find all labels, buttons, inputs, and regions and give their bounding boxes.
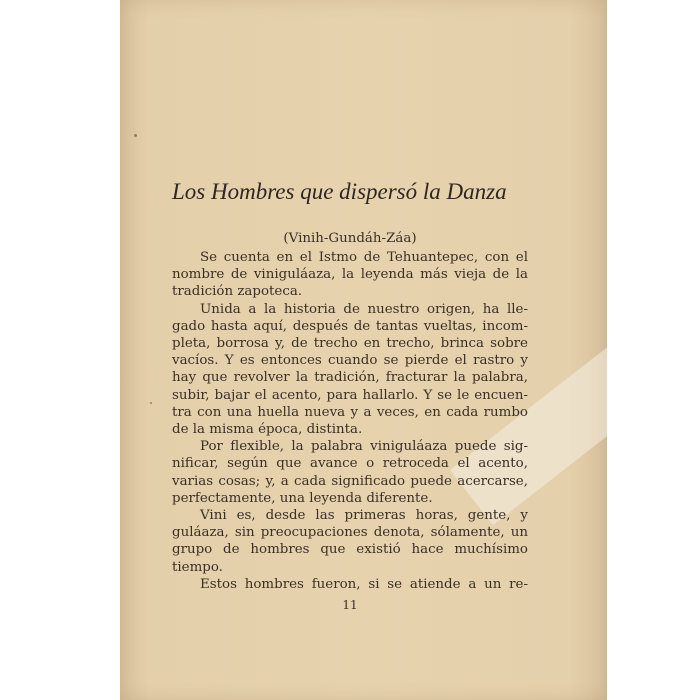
body-text (172, 249, 528, 593)
text-line: guláaza, sin preocupaciones denota, sólamente, un (172, 525, 528, 541)
text-line: Estos hombres fueron, si se atiende a un re- (200, 576, 528, 592)
text-line: de la misma época, distinta. (172, 422, 363, 438)
text-line: nombre de viniguláaza, la leyenda más vieja de la (172, 267, 528, 283)
text-line: subir, bajar el acento, para hallarlo. Y se le encuen- (172, 387, 528, 403)
chapter-title: Los Hombres que dispersó la Danza (172, 179, 507, 204)
text-line: tra con una huella nueva y a veces, en cada rumbo (172, 404, 528, 420)
text-line: perfectamente, una leyenda diferente. (172, 490, 433, 506)
text-line: grupo de hombres que existió hace muchísimo (172, 542, 528, 558)
text-line: varias cosas; y, a cada significado puede acercarse, (172, 473, 528, 489)
text-line: Se cuenta en el Istmo de Tehuantepec, con el (200, 250, 528, 265)
page-number: 11 (342, 598, 358, 612)
text-line: tiempo. (172, 559, 223, 575)
book-page (120, 0, 607, 700)
text-line: nificar, según que avance o retroceda el acento, (172, 456, 528, 472)
text-line: hay que revolver la tradición, fracturar la palabra, (172, 370, 528, 386)
text-line: gado hasta aquí, después de tantas vueltas, incom- (172, 318, 528, 334)
text-line: tradición zapoteca. (172, 284, 303, 300)
chapter-subtitle: (Vinih-Gundáh-Záa) (283, 231, 417, 246)
text-line: pleta, borrosa y, de trecho en trecho, brinca sobre (172, 336, 528, 352)
text-line: Vini es, desde las primeras horas, gente, y (200, 508, 528, 524)
text-line: Por flexible, la palabra viniguláaza puede sig- (200, 439, 528, 455)
page-speck (134, 134, 137, 137)
text-line: Unida a la historia de nuestro origen, ha lle- (200, 301, 528, 317)
text-line: vacíos. Y es entonces cuando se pierde el rastro y (172, 353, 528, 369)
page-speck (150, 402, 152, 404)
